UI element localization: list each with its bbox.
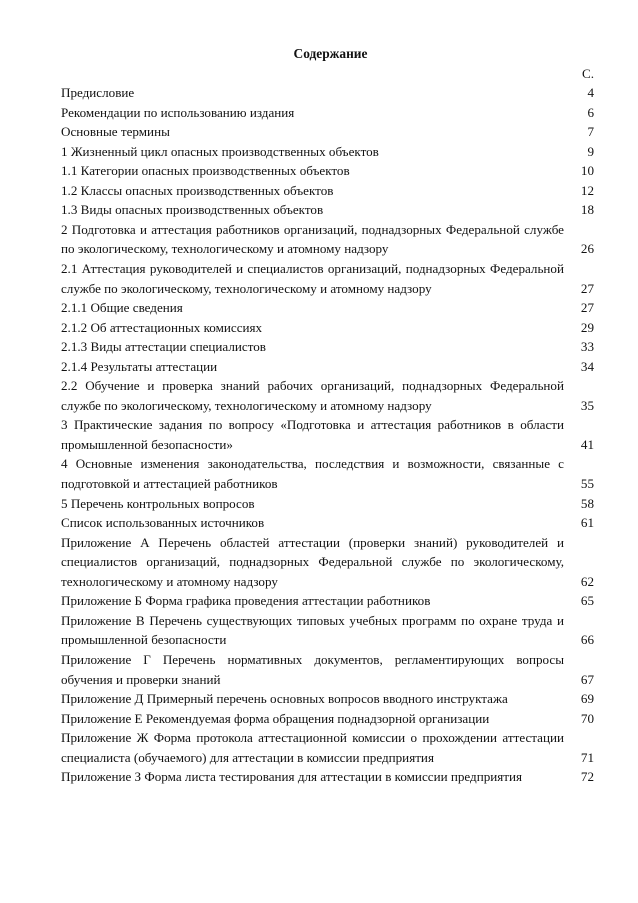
toc-entry-text: Предисловие (61, 85, 135, 101)
table-of-contents (61, 44, 594, 787)
toc-entries (61, 83, 594, 787)
toc-entry-text: 2.1 Аттестация руководителей и специалистов организаций, поднадзорных Федеральной службе по экологическому, технологическому и атомному надзору (61, 261, 564, 296)
toc-entry-page: 12 (580, 182, 594, 198)
toc-entry-page: 66 (580, 632, 594, 648)
toc-entry (61, 513, 594, 533)
toc-entry-page: 27 (580, 300, 594, 316)
toc-entry (61, 161, 594, 181)
toc-entry-page: 26 (580, 241, 594, 257)
toc-entry-text: Приложение Ж Форма протокола аттестационной комиссии о прохождении аттестации специалиста (обучаемого) для аттестации в комиссии предприятия (61, 730, 564, 765)
toc-entry (61, 728, 594, 767)
toc-entry-text: Основные термины (61, 124, 170, 140)
toc-entry (61, 103, 594, 123)
toc-entry (61, 220, 594, 259)
toc-entry-page: 35 (580, 397, 594, 413)
toc-entry (61, 142, 594, 162)
toc-entry (61, 415, 594, 454)
toc-entry-text: 2.1.2 Об аттестационных комиссиях (61, 319, 263, 335)
toc-entry-page: 6 (587, 104, 594, 120)
toc-entry-page: 27 (580, 280, 594, 296)
toc-entry-page: 71 (580, 749, 594, 765)
toc-entry (61, 533, 594, 592)
toc-entry-text: 1 Жизненный цикл опасных производственных объектов (61, 143, 379, 159)
toc-entry-page: 55 (580, 476, 594, 492)
toc-entry-page: 69 (580, 691, 594, 707)
toc-entry-page: 41 (580, 436, 594, 452)
toc-entry-page: 62 (580, 573, 594, 589)
toc-entry (61, 494, 594, 514)
toc-entry-page: 67 (580, 671, 594, 687)
toc-entry-text: 2.1.1 Общие сведения (61, 300, 183, 316)
toc-entry (61, 591, 594, 611)
toc-entry (61, 454, 594, 493)
toc-entry-page: 29 (580, 319, 594, 335)
toc-entry-page: 34 (580, 358, 594, 374)
toc-entry (61, 200, 594, 220)
toc-entry-text: 1.3 Виды опасных производственных объектов (61, 202, 324, 218)
toc-entry-text: Приложение А Перечень областей аттестации (проверки знаний) руководителей и специалистов организаций, поднадзорных Федеральной службе по экологическому, технологическому и атомному надзору (61, 534, 564, 589)
toc-entry-text: Приложение Г Перечень нормативных документов, регламентирующих вопросы обучения и проверки знаний (61, 651, 564, 687)
toc-entry (61, 122, 594, 142)
toc-entry (61, 650, 594, 689)
toc-entry-page: 65 (580, 593, 594, 609)
toc-entry-text: Приложение В Перечень существующих типовых учебных программ по охране труда и промышленной безопасности (61, 612, 564, 648)
toc-entry (61, 357, 594, 377)
toc-entry (61, 337, 594, 357)
toc-entry-page: 18 (580, 202, 594, 218)
toc-entry-text: 2 Подготовка и аттестация работников организаций, поднадзорных Федеральной службе по экологическому, технологическому и атомному надзору (61, 221, 564, 257)
page-column-label: С. (581, 65, 594, 81)
toc-entry-text: 4 Основные изменения законодательства, последствия и возможности, связанные с подготовкой и аттестацией работников (61, 456, 564, 492)
toc-entry-page: 61 (580, 515, 594, 531)
toc-entry (61, 611, 594, 650)
toc-title: Содержание (293, 46, 368, 61)
toc-entry-text: 1.1 Категории опасных производственных объектов (61, 163, 350, 179)
toc-entry (61, 767, 594, 787)
toc-entry-page: 58 (580, 495, 594, 511)
toc-entry-text: Рекомендации по использованию издания (61, 104, 295, 120)
toc-entry (61, 689, 594, 709)
toc-entry-text: Список использованных источников (61, 515, 265, 531)
toc-entry-page: 9 (587, 143, 594, 159)
toc-entry-page: 72 (580, 769, 594, 785)
toc-entry-page: 7 (587, 124, 594, 140)
toc-entry (61, 709, 594, 729)
toc-entry-page: 4 (587, 85, 594, 101)
toc-entry-text: 2.1.3 Виды аттестации специалистов (61, 339, 266, 355)
toc-entry (61, 376, 594, 415)
toc-entry (61, 181, 594, 201)
toc-entry-text: 3 Практические задания по вопросу «Подготовка и аттестация работников в области промышленной безопасности» (61, 417, 564, 452)
toc-entry-text: 1.2 Классы опасных производственных объектов (61, 182, 334, 198)
toc-entry-text: Приложение Б Форма графика проведения аттестации работников (61, 593, 431, 609)
toc-entry-page: 70 (580, 710, 594, 726)
toc-entry (61, 298, 594, 318)
toc-entry-page: 10 (580, 163, 594, 179)
toc-entry-text: Приложение Д Примерный перечень основных вопросов вводного инструктажа (61, 691, 508, 707)
toc-entry (61, 83, 594, 103)
toc-entry (61, 318, 594, 338)
toc-entry-text: 2.1.4 Результаты аттестации (61, 358, 218, 374)
toc-entry-text: Приложение Е Рекомендуемая форма обращения поднадзорной организации (61, 710, 490, 726)
toc-entry-text: 5 Перечень контрольных вопросов (61, 495, 255, 511)
toc-entry-text: 2.2 Обучение и проверка знаний рабочих организаций, поднадзорных Федеральной службе по экологическому, технологическому и атомному надзору (61, 378, 564, 413)
toc-entry-text: Приложение З Форма листа тестирования для аттестации в комиссии предприятия (61, 769, 523, 785)
toc-entry-page: 33 (580, 339, 594, 355)
toc-entry (61, 259, 594, 298)
